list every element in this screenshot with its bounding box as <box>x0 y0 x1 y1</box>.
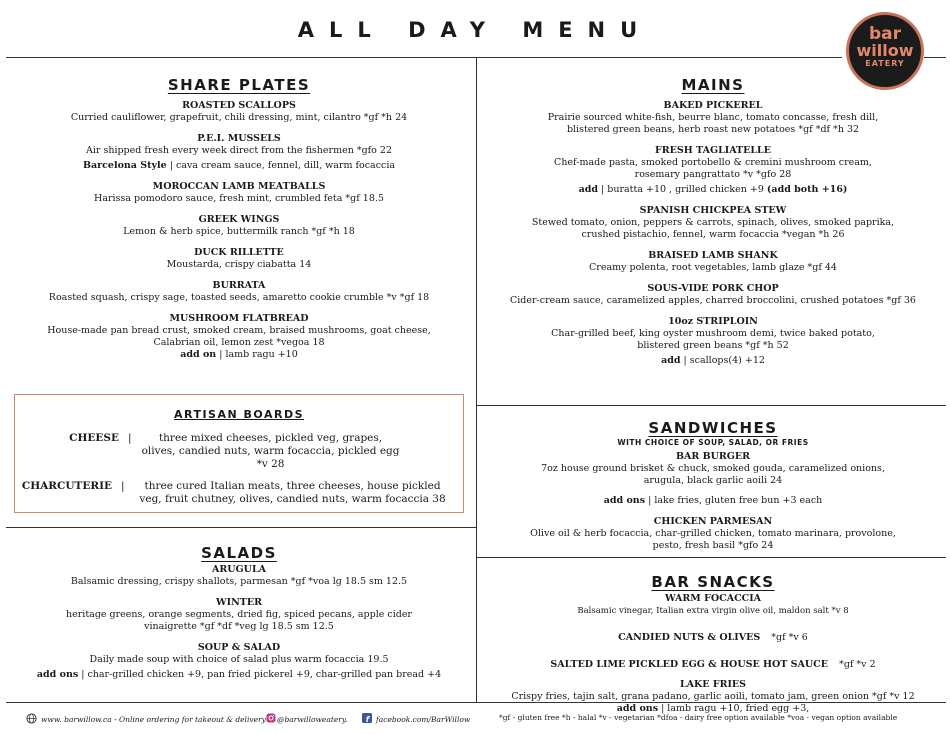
menu-item <box>6 100 472 124</box>
item-add-on: add | buratta +10 , grilled chicken +9 (add both +16) <box>578 184 848 195</box>
item-description: *gf *v 6 <box>771 632 808 643</box>
item-description: Balsamic dressing, crispy shallots, parmesan *gf *voa lg 18.5 sm 12.5 <box>70 576 408 587</box>
item-add-on: add on | lamb ragu +10 <box>180 349 298 360</box>
item-description: Stewed tomato, onion, peppers & carrots, spinach, olives, smoked paprika, crushed pistachio, fennel, warm focaccia *vegan *h 26 <box>531 217 895 240</box>
item-add-on: add ons | char-grilled chicken +9, pan fried pickerel +9, char-grilled pan bread +4 <box>36 669 442 680</box>
mains-section <box>480 76 946 367</box>
menu-item <box>6 214 472 238</box>
item-name: 10oz STRIPLOIN <box>668 316 758 327</box>
website-link[interactable] <box>26 713 266 727</box>
board-item: CHARCUTERIE | three cured Italian meats, three cheeses, house pickled veg, fruit chutney, olives, candied nuts, warm focaccia 38 <box>15 480 463 506</box>
artisan-boards-title: ARTISAN BOARDS <box>173 408 305 421</box>
globe-icon <box>26 713 37 727</box>
item-description: Moustarda, crispy ciabatta 14 <box>166 259 312 270</box>
item-add-on: add ons | lamb ragu +10, fried egg +3, <box>616 703 810 714</box>
add-on-label: add ons <box>603 495 646 506</box>
add-on-extra: (add both +16) <box>766 184 848 195</box>
sandwiches-section <box>480 419 946 552</box>
item-name: MUSHROOM FLATBREAD <box>169 313 309 324</box>
item-name: CHICKEN PARMESAN <box>653 516 773 527</box>
top-divider <box>6 57 842 58</box>
menu-item <box>480 652 946 671</box>
column-divider <box>476 57 477 702</box>
menu-item <box>480 679 946 715</box>
item-add-on: add | scallops(4) +12 <box>661 355 765 366</box>
menu-item <box>480 145 946 196</box>
item-description: Char-grilled beef, king oyster mushroom demi, twice baked potato, blistered green beans *gf *h 52 <box>551 328 875 351</box>
logo-line-2: willow <box>856 41 914 60</box>
instagram-icon <box>266 713 276 726</box>
item-name: FRESH TAGLIATELLE <box>655 145 771 156</box>
item-description: Harissa pomodoro sauce, fresh mint, crumbled feta *gf 18.5 <box>94 193 384 204</box>
add-on-text: lamb ragu +10, fried egg +3, <box>667 703 810 714</box>
artisan-boards-box <box>14 394 464 513</box>
menu-item <box>480 625 946 644</box>
logo-line-1: bar <box>868 24 902 44</box>
item-description: Daily made soup with choice of salad plus warm focaccia 19.5 <box>89 654 389 665</box>
facebook-link[interactable] <box>362 713 470 726</box>
top-divider-right <box>924 57 946 58</box>
item-name: SALTED LIME PICKLED EGG & HOUSE HOT SAUCE <box>550 659 828 670</box>
share-plates-section <box>6 76 472 361</box>
item-description: *gf *v 2 <box>839 659 876 670</box>
add-on-text: lamb ragu +10 <box>225 349 298 360</box>
item-description: Crispy fries, tajin salt, grana padano, garlic aoili, tomato jam, green onion *gf *v 12 <box>511 691 915 702</box>
item-description: Roasted squash, crispy sage, toasted seeds, amaretto cookie crumble *v *gf 18 <box>48 292 430 303</box>
item-name: LAKE FRIES <box>679 679 747 690</box>
sandwiches-title: SANDWICHES <box>648 419 778 437</box>
menu-item <box>480 516 946 552</box>
menu-item <box>6 642 472 681</box>
website-text: www. barwillow.ca - Online ordering for takeout & delivery <box>41 715 266 724</box>
item-name: GREEK WINGS <box>198 214 280 225</box>
menu-item <box>6 133 472 172</box>
menu-item <box>480 100 946 136</box>
item-description: Chef-made pasta, smoked portobello & cremini mushroom cream, rosemary pangrattato *v *gfo 28 <box>554 157 872 180</box>
board-description: three cured Italian meats, three cheeses, house pickled veg, fruit chutney, olives, candied nuts, warm focaccia 38 <box>139 480 446 505</box>
item-description: Olive oil & herb focaccia, char-grilled chicken, tomato marinara, provolone, pesto, fresh basil *gfo 24 <box>530 528 896 551</box>
board-description: three mixed cheeses, pickled veg, grapes, olives, candied nuts, warm focaccia, pickled egg *v 28 <box>141 432 400 470</box>
item-add-on: Barcelona Style | cava cream sauce, fennel, dill, warm focaccia <box>82 160 396 171</box>
item-description: Curried cauliflower, grapefruit, chili dressing, mint, cilantro *gf *h 24 <box>70 112 408 123</box>
item-name: WARM FOCACCIA <box>664 593 762 604</box>
add-on-label: add ons <box>36 669 79 680</box>
add-on-label: add on <box>180 349 217 360</box>
add-on-text: lake fries, gluten free bun +3 each <box>654 495 823 506</box>
menu-item <box>480 205 946 241</box>
item-name: P.E.I. MUSSELS <box>197 133 281 144</box>
salads-divider <box>6 527 476 528</box>
item-name: ARUGULA <box>212 564 266 575</box>
sandwiches-divider <box>476 405 946 406</box>
board-label: CHEESE <box>69 432 119 444</box>
share-plates-title: SHARE PLATES <box>167 76 311 94</box>
item-name: DUCK RILLETTE <box>194 247 284 258</box>
bar-snacks-title: BAR SNACKS <box>651 573 775 591</box>
salads-title: SALADS <box>201 544 277 562</box>
dietary-legend: *gf - gluten free *h - halal *v - vegetarian *dfoa - dairy free option available *voa - vegan option available <box>499 713 898 722</box>
add-on-text: buratta +10 , grilled chicken +9 <box>607 184 764 195</box>
salads-section <box>6 544 472 681</box>
menu-item <box>6 597 472 633</box>
instagram-link[interactable] <box>266 713 347 726</box>
menu-item <box>480 593 946 617</box>
item-name: CANDIED NUTS & OLIVES <box>618 632 761 643</box>
menu-item <box>480 283 946 307</box>
add-on-label: add <box>578 184 599 195</box>
menu-item <box>6 181 472 205</box>
item-name: ROASTED SCALLOPS <box>182 100 296 111</box>
menu-item <box>6 247 472 271</box>
facebook-text: facebook.com/BarWillow <box>376 714 471 724</box>
logo-line-3: EATERY <box>865 59 905 68</box>
board-item: CHEESE | three mixed cheeses, pickled veg, grapes, olives, candied nuts, warm focaccia, pickled egg *v 28 <box>15 432 463 471</box>
item-description: 7oz house ground brisket & chuck, smoked gouda, caramelized onions, arugula, black garlic aoili 24 <box>541 463 885 486</box>
item-description: Creamy polenta, root vegetables, lamb glaze *gf 44 <box>589 262 837 273</box>
bar-snacks-section <box>480 573 946 715</box>
add-on-text: scallops(4) +12 <box>689 355 765 366</box>
menu-title: ALL DAY MENU <box>297 18 653 42</box>
item-name: SPANISH CHICKPEA STEW <box>639 205 787 216</box>
menu-item <box>480 451 946 507</box>
item-description: Lemon & herb spice, buttermilk ranch *gf *h 18 <box>123 226 355 237</box>
item-name: BAKED PICKEREL <box>663 100 763 111</box>
item-name: MOROCCAN LAMB MEATBALLS <box>152 181 326 192</box>
item-name: SOUS-VIDE PORK CHOP <box>647 283 779 294</box>
item-description: heritage greens, orange segments, dried fig, spiced pecans, apple cider vinaigrette *gf *df *veg lg 18.5 sm 12.5 <box>66 609 412 632</box>
item-name: BAR BURGER <box>675 451 751 462</box>
facebook-icon <box>362 713 372 726</box>
item-description: House-made pan bread crust, smoked cream, braised mushrooms, goat cheese, Calabrian oil, lemon zest *vegoa 18 <box>47 325 431 348</box>
add-on-label: add <box>661 355 681 366</box>
svg-text:f: f <box>365 715 370 723</box>
add-on-label: Barcelona Style <box>82 160 167 171</box>
item-name: WINTER <box>215 597 262 608</box>
item-name: BURRATA <box>212 280 266 291</box>
item-name: SOUP & SALAD <box>197 642 281 653</box>
mains-title: MAINS <box>681 76 745 94</box>
add-on-text: cava cream sauce, fennel, dill, warm focaccia <box>175 160 396 171</box>
sandwiches-subtitle: WITH CHOICE OF SOUP, SALAD, OR FRIES <box>617 438 809 447</box>
item-add-on: add ons | lake fries, gluten free bun +3 each <box>603 495 823 506</box>
menu-item <box>480 250 946 274</box>
menu-item <box>6 280 472 304</box>
item-description: Prairie sourced white-fish, beurre blanc, tomato concasse, fresh dill, blistered green beans, herb roast new potatoes *gf *df *h 32 <box>547 112 879 135</box>
instagram-text: @barwilloweatery. <box>277 714 348 724</box>
snacks-divider <box>476 557 946 558</box>
add-on-label: add ons <box>616 703 659 714</box>
item-description: Cider-cream sauce, caramelized apples, charred broccolini, crushed potatoes *gf 36 <box>510 295 916 306</box>
item-description: Balsamic vinegar, Italian extra virgin olive oil, maldon salt *v 8 <box>577 606 849 616</box>
menu-item <box>480 316 946 367</box>
item-name: BRAISED LAMB SHANK <box>648 250 778 261</box>
item-description: Air shipped fresh every week direct from the fishermen *gfo 22 <box>85 145 393 156</box>
board-label: CHARCUTERIE <box>21 480 112 492</box>
menu-item <box>6 313 472 361</box>
menu-item <box>6 564 472 588</box>
add-on-text: char-grilled chicken +9, pan fried pickerel +9, char-grilled pan bread +4 <box>87 669 442 680</box>
